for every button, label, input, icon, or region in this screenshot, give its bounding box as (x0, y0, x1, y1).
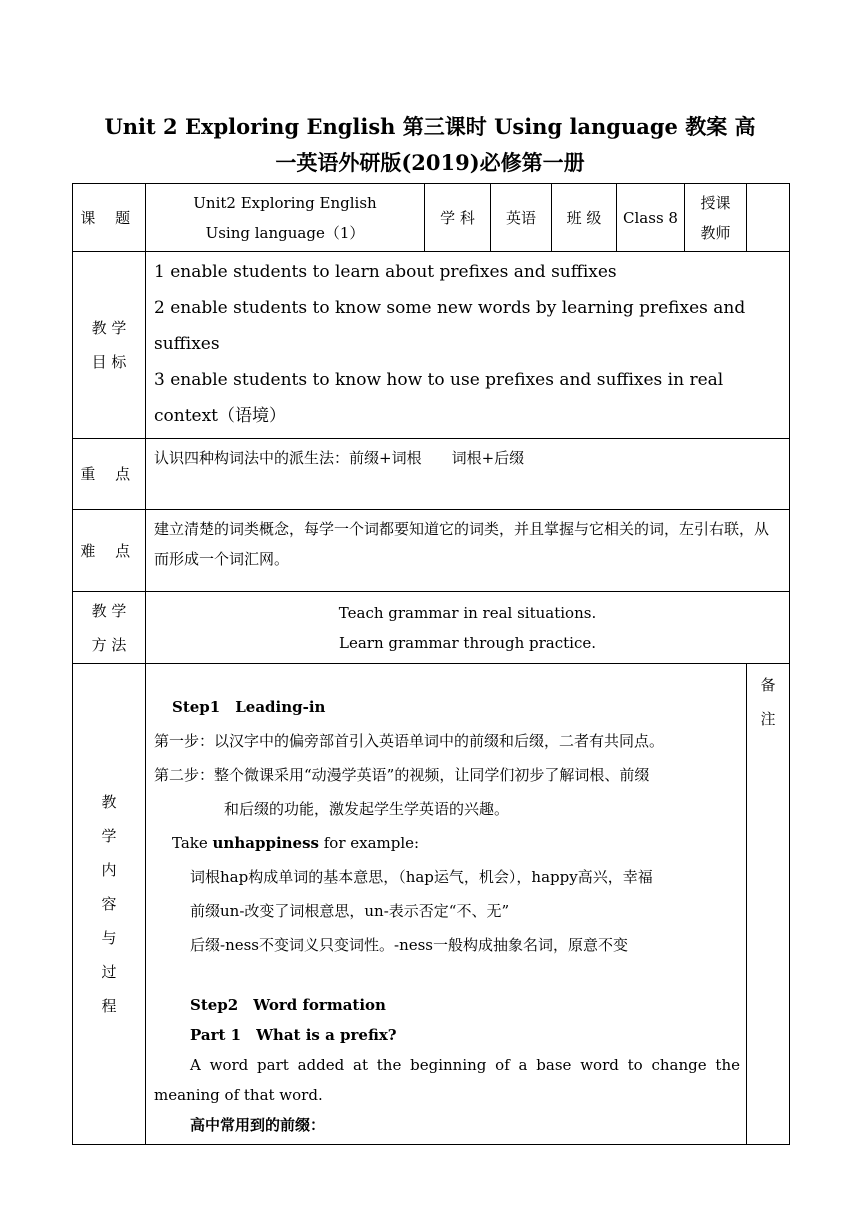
content-label-char: 过 (101, 963, 117, 981)
objective-item: 3 enable students to know how to use prefixes and suffixes in real context（语境） (154, 370, 724, 426)
example-pre: Take (172, 834, 213, 852)
class-value: Class 8 (617, 184, 685, 252)
teacher-value (747, 184, 790, 252)
step1-line: 和后缀的功能，激发起学生学英语的兴趣。 (224, 800, 510, 818)
methods-row (73, 592, 790, 664)
teacher-label-line2: 教师 (700, 223, 731, 242)
part1-heading: Part 1 What is a prefix? (190, 1026, 397, 1044)
objectives-row (73, 252, 790, 439)
content-label-char: 学 (101, 827, 117, 845)
content-label-char: 容 (101, 895, 117, 913)
methods-label-line2: 方 法 (91, 635, 127, 654)
methods-label (73, 592, 146, 664)
example-post: for example: (318, 834, 420, 852)
lesson-plan-table (72, 183, 790, 1145)
difficulties-label: 难 点 (73, 510, 146, 592)
step1-line: 第二步：整个微课采用“动漫学英语”的视频，让同学们初步了解词根、前缀 (154, 766, 650, 784)
remark-char: 备 (760, 676, 776, 694)
method-line: Learn grammar through practice. (339, 633, 596, 652)
prefix-explanation: 前缀un-改变了词根意思，un-表示否定“不、无” (190, 902, 510, 920)
method-line: Teach grammar in real situations. (338, 603, 597, 622)
content-body (146, 664, 747, 1145)
content-label-char: 教 (101, 793, 117, 811)
key-points-row (73, 439, 790, 510)
difficulties-row (73, 510, 790, 592)
example-word: unhappiness (212, 834, 319, 852)
remark-char: 注 (760, 710, 776, 728)
objectives-label-line1: 教 学 (91, 319, 127, 337)
header-row (73, 184, 790, 252)
common-prefix-heading: 高中常用到的前缀： (190, 1116, 326, 1134)
subject-label: 学 科 (425, 184, 491, 252)
subject-value: 英语 (491, 184, 552, 252)
content-row (73, 664, 790, 1145)
content-label (73, 664, 146, 1145)
remark-column (747, 664, 790, 1145)
topic-value (146, 184, 425, 252)
step1-line: 第一步：以汉字中的偏旁部首引入英语单词中的前缀和后缀，二者有共同点。 (154, 732, 665, 750)
prefix-definition: A word part added at the beginning of a base word to change the meaning of that word. (154, 1056, 740, 1104)
root-explanation: 词根hap构成单词的基本意思，（hap运气，机会），happy高兴，幸福 (190, 868, 653, 886)
teacher-label-line1: 授课 (700, 193, 731, 212)
methods-label-line1: 教 学 (91, 601, 127, 620)
topic-label: 课 题 (73, 184, 146, 252)
suffix-explanation: 后缀-ness不变词义只变词性。-ness一般构成抽象名词，原意不变 (190, 936, 629, 954)
content-label-char: 与 (101, 929, 117, 947)
objective-item: 2 enable students to know some new words by learning prefixes and suffixes (154, 298, 746, 354)
objective-item: 1 enable students to learn about prefixes and suffixes (154, 262, 617, 282)
example-line (154, 826, 740, 860)
class-label: 班 级 (552, 184, 617, 252)
step1-heading: Step1 Leading-in (172, 698, 326, 716)
document-title-line2: 一英语外研版(2019)必修第一册 (275, 150, 585, 175)
key-points-text: 认识四种构词法中的派生法：前缀+词根 词根+后缀 (146, 439, 790, 510)
content-label-char: 内 (101, 861, 117, 879)
key-points-label: 重 点 (73, 439, 146, 510)
step2-heading: Step2 Word formation (190, 996, 386, 1014)
document-title-line1: Unit 2 Exploring English 第三课时 Using language 教案 高 (104, 114, 756, 139)
objectives-label-line2: 目 标 (91, 353, 127, 371)
difficulties-text: 建立清楚的词类概念，每学一个词都要知道它的词类，并且掌握与它相关的词，左引右联，从而形成一个词汇网。 (146, 510, 790, 592)
topic-line1: Unit2 Exploring English (193, 193, 377, 212)
methods-text (146, 592, 790, 664)
content-label-char: 程 (101, 997, 117, 1015)
objectives-text (146, 252, 790, 439)
teacher-label (685, 184, 747, 252)
objectives-label (73, 252, 146, 439)
topic-line2: Using language（1） (205, 223, 365, 242)
